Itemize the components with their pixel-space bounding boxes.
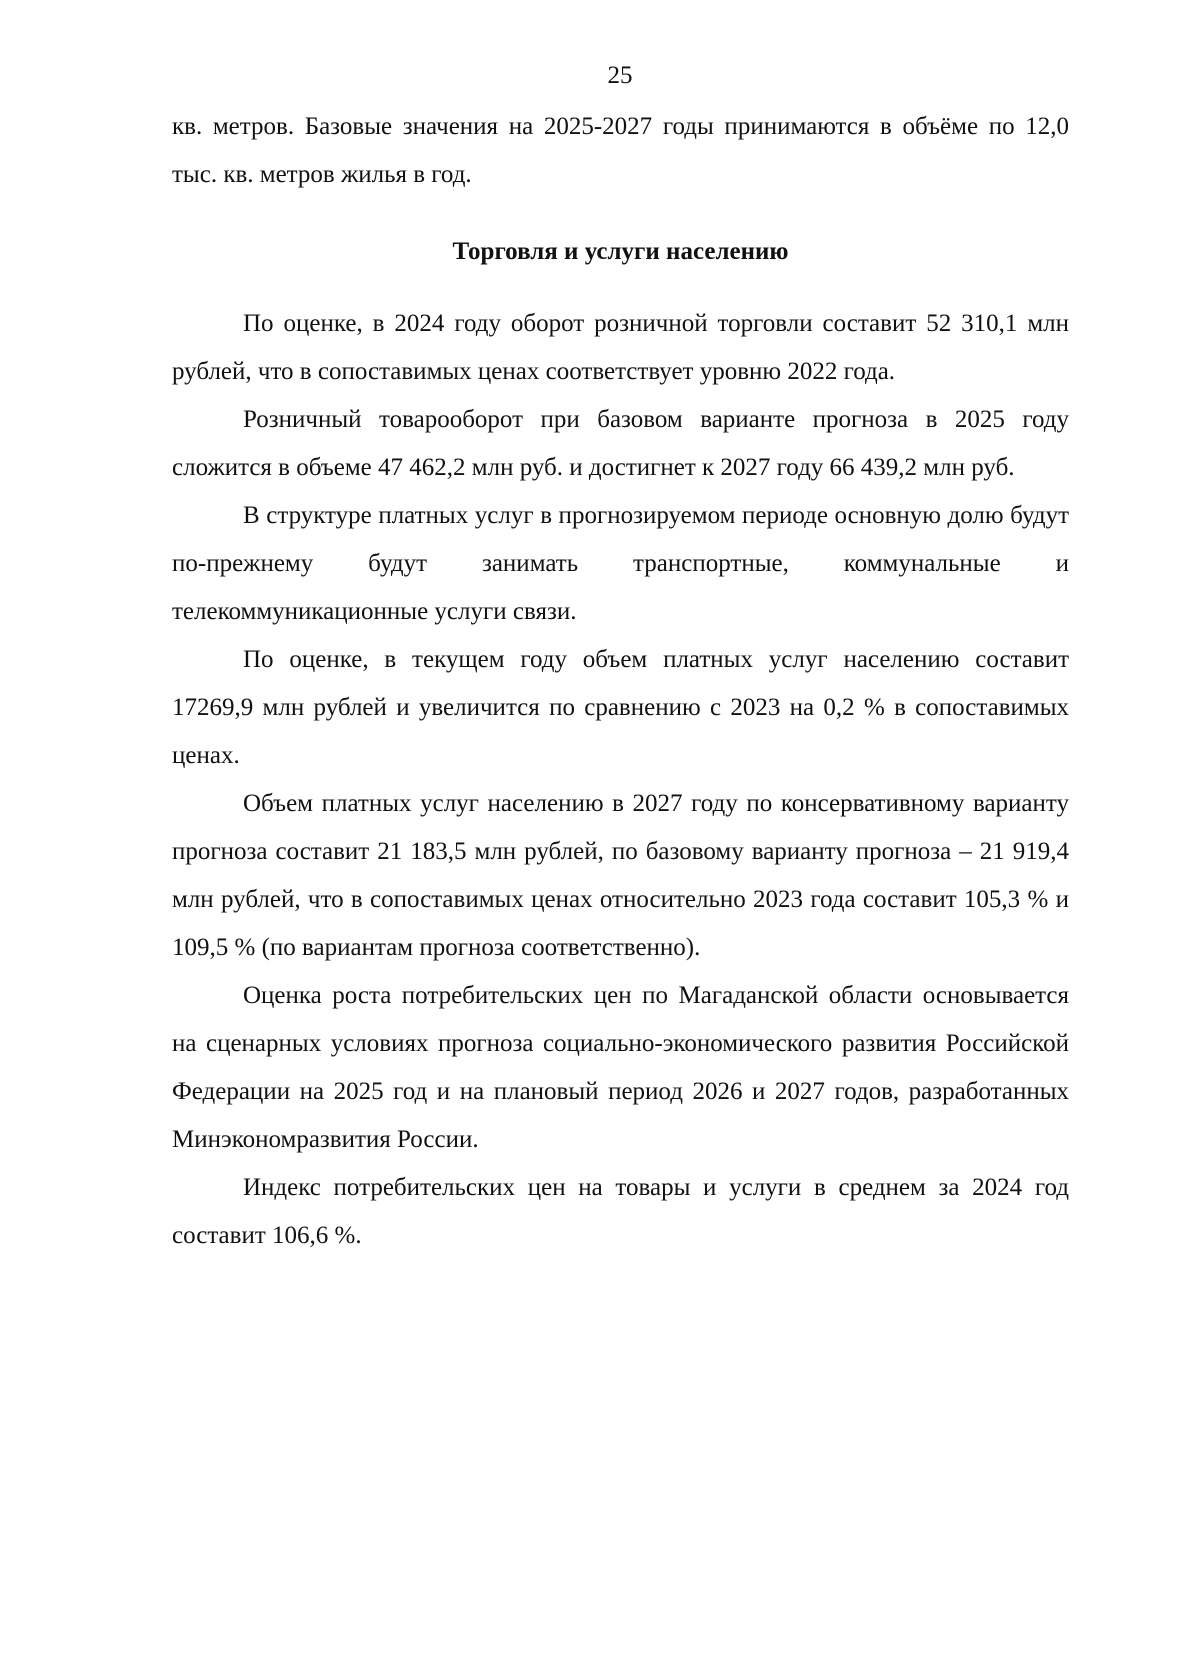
intro-block	[172, 103, 1069, 199]
paragraph-retail-forecast: Розничный товарооборот при базовом варианте прогноза в 2025 году сложится в объеме 47 462,2 млн руб. и достигнет к 2027 году 66 439,2 млн руб.	[172, 406, 1069, 481]
paragraph-price-growth: Оценка роста потребительских цен по Магаданской области основывается на сценарных условиях прогноза социально-экономического развития Российской Федерации на 2025 год и на плановый период 2026 и 2027 годов, разработанных Минэкономразвития России.	[172, 982, 1069, 1153]
section-title: Торговля и услуги населению	[452, 238, 789, 265]
page-number: 25	[607, 62, 633, 89]
paragraph-retail-estimate: По оценке, в 2024 году оборот розничной торговли составит 52 310,1 млн рублей, что в сопоставимых ценах соответствует уровню 2022 года.	[172, 310, 1069, 385]
intro-paragraph: кв. метров. Базовые значения на 2025-2027 годы принимаются в объёме по 12,0 тыс. кв. метров жилья в год.	[172, 113, 1069, 188]
paragraph-services-estimate: По оценке, в текущем году объем платных услуг населению составит 17269,9 млн рублей и увеличится по сравнению с 2023 на 0,2 % в сопоставимых ценах.	[172, 646, 1069, 769]
paragraph-cpi: Индекс потребительских цен на товары и услуги в среднем за 2024 год составит 106,6 %.	[172, 1174, 1069, 1249]
paragraph-services-structure: В структуре платных услуг в прогнозируемом периоде основную долю будут по-прежнему будут занимать транспортные, коммунальные и телекоммуникационные услуги связи.	[172, 502, 1069, 625]
section-body	[172, 300, 1069, 1260]
paragraph-services-forecast: Объем платных услуг населению в 2027 году по консервативному варианту прогноза составит 21 183,5 млн рублей, по базовому варианту прогноза – 21 919,4 млн рублей, что в сопоставимых ценах относительно 2023 года составит 105,3 % и 109,5 % (по вариантам прогноза соответственно).	[172, 790, 1069, 961]
